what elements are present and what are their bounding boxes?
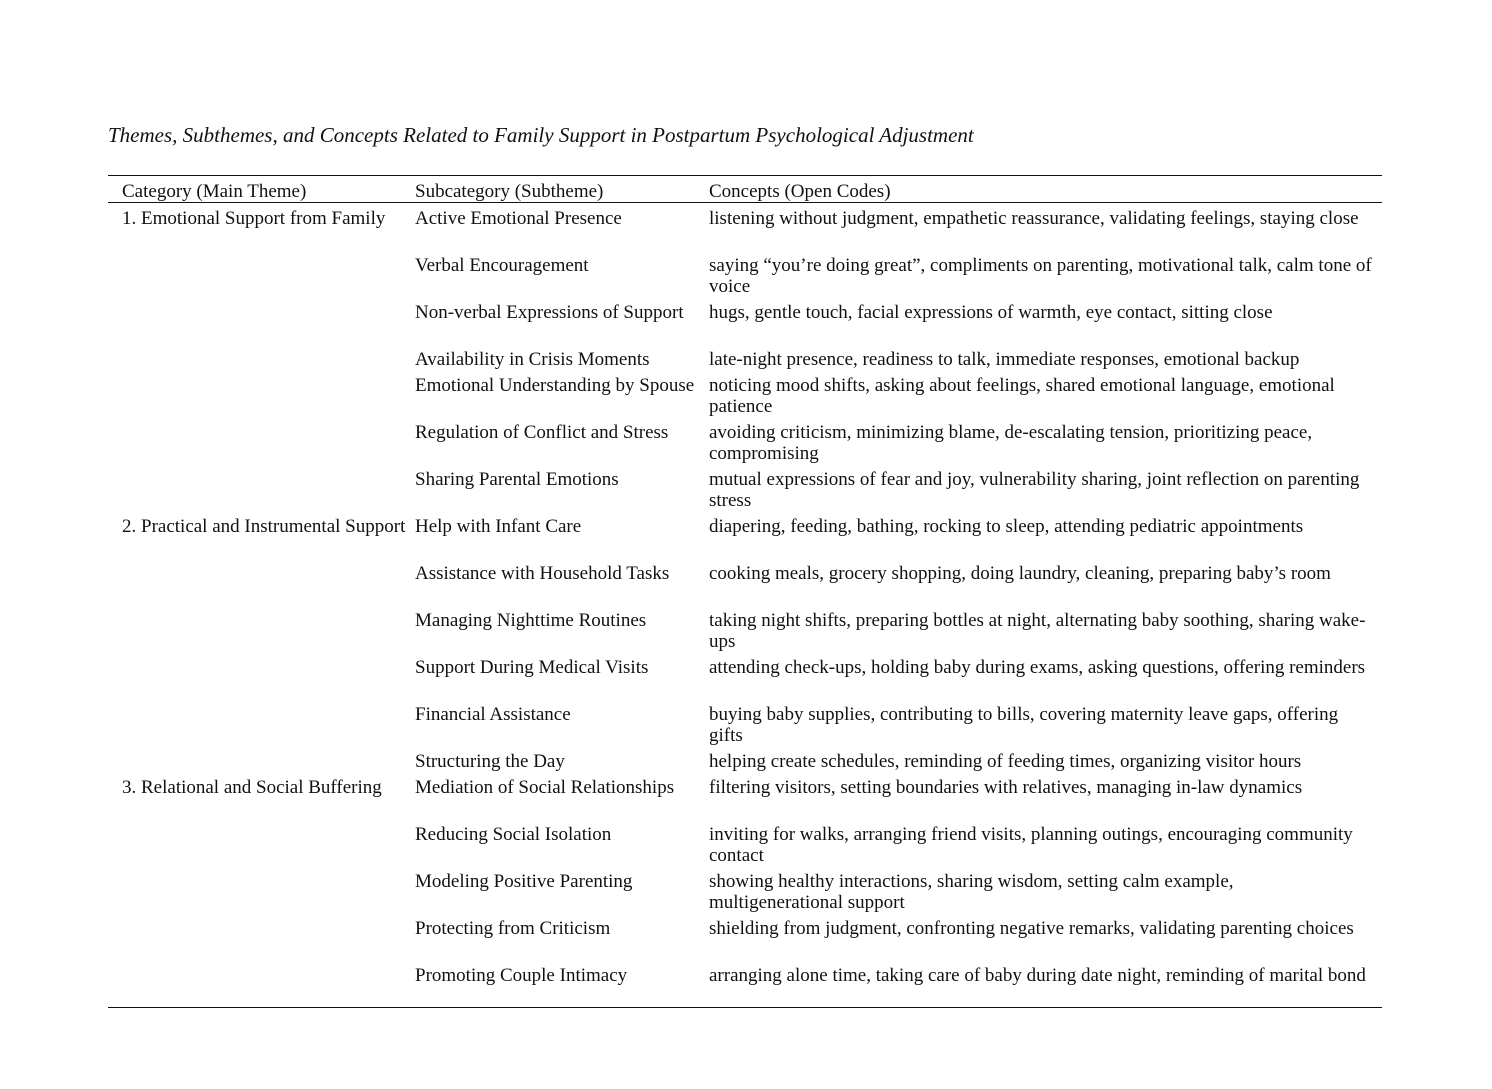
- concepts-cell: saying “you’re doing great”, compliments on parenting, motivational talk, calm tone of voice: [709, 255, 1372, 297]
- category-cell: [108, 700, 415, 747]
- table-row: [108, 418, 1382, 465]
- themes-table-container: [108, 175, 1382, 1008]
- table-row: [108, 820, 1382, 867]
- header-subcategory: Subcategory (Subtheme): [415, 181, 604, 202]
- category-cell: 2. Practical and Instrumental Support: [122, 516, 406, 537]
- table-row: [108, 203, 1382, 252]
- subcategory-cell: Non-verbal Expressions of Support: [415, 302, 684, 323]
- subcategory-cell: Assistance with Household Tasks: [415, 563, 670, 584]
- table-row: [108, 747, 1382, 773]
- concepts-cell: showing healthy interactions, sharing wisdom, setting calm example, multigenerational support: [709, 871, 1234, 913]
- header-category: Category (Main Theme): [122, 181, 307, 202]
- concepts-cell: arranging alone time, taking care of baby during date night, reminding of marital bond: [709, 965, 1366, 986]
- table-row: [108, 371, 1382, 418]
- themes-table: [108, 175, 1382, 1008]
- table-body: [108, 203, 1382, 1008]
- concepts-cell: inviting for walks, arranging friend visits, planning outings, encouraging community contact: [709, 824, 1353, 866]
- table-row: [108, 961, 1382, 1008]
- subcategory-cell: Availability in Crisis Moments: [415, 349, 650, 370]
- table-row: [108, 914, 1382, 961]
- table-row: [108, 512, 1382, 559]
- header-concepts: Concepts (Open Codes): [709, 181, 891, 202]
- subcategory-cell: Regulation of Conflict and Stress: [415, 422, 669, 443]
- table-row: [108, 606, 1382, 653]
- subcategory-cell: Structuring the Day: [415, 751, 565, 772]
- table-row: [108, 345, 1382, 371]
- category-cell: [108, 653, 415, 700]
- subcategory-cell: Emotional Understanding by Spouse: [415, 375, 695, 396]
- category-cell: 3. Relational and Social Buffering: [122, 777, 382, 798]
- table-caption: Themes, Subthemes, and Concepts Related to Family Support in Postpartum Psychological Adjustment: [108, 123, 974, 147]
- concepts-cell: mutual expressions of fear and joy, vulnerability sharing, joint reflection on parenting stress: [709, 469, 1360, 511]
- category-cell: 1. Emotional Support from Family: [122, 208, 386, 229]
- table-row: [108, 298, 1382, 345]
- category-cell: [108, 345, 415, 371]
- category-cell: [108, 251, 415, 298]
- table-header: [108, 176, 1382, 203]
- category-cell: [108, 559, 415, 606]
- subcategory-cell: Financial Assistance: [415, 704, 571, 725]
- concepts-cell: listening without judgment, empathetic reassurance, validating feelings, staying close: [709, 208, 1359, 229]
- subcategory-cell: Mediation of Social Relationships: [415, 777, 675, 798]
- subcategory-cell: Modeling Positive Parenting: [415, 871, 633, 892]
- concepts-cell: noticing mood shifts, asking about feelings, shared emotional language, emotional patience: [709, 375, 1335, 417]
- category-cell: [108, 961, 415, 1008]
- concepts-cell: diapering, feeding, bathing, rocking to sleep, attending pediatric appointments: [709, 516, 1304, 537]
- category-cell: [108, 914, 415, 961]
- category-cell: [108, 371, 415, 418]
- category-cell: [108, 465, 415, 512]
- concepts-cell: hugs, gentle touch, facial expressions of warmth, eye contact, sitting close: [709, 302, 1273, 323]
- subcategory-cell: Protecting from Criticism: [415, 918, 611, 939]
- category-cell: [108, 867, 415, 914]
- concepts-cell: attending check-ups, holding baby during exams, asking questions, offering reminders: [709, 657, 1366, 678]
- subcategory-cell: Sharing Parental Emotions: [415, 469, 619, 490]
- concepts-cell: cooking meals, grocery shopping, doing laundry, cleaning, preparing baby’s room: [709, 563, 1331, 584]
- concepts-cell: late-night presence, readiness to talk, immediate responses, emotional backup: [709, 349, 1300, 370]
- table-row: [108, 251, 1382, 298]
- concepts-cell: buying baby supplies, contributing to bills, covering maternity leave gaps, offering gifts: [709, 704, 1339, 746]
- table-row: [108, 465, 1382, 512]
- table-row: [108, 653, 1382, 700]
- category-cell: [108, 298, 415, 345]
- category-cell: [108, 820, 415, 867]
- concepts-cell: filtering visitors, setting boundaries with relatives, managing in-law dynamics: [709, 777, 1303, 798]
- subcategory-cell: Promoting Couple Intimacy: [415, 965, 628, 986]
- category-cell: [108, 606, 415, 653]
- subcategory-cell: Support During Medical Visits: [415, 657, 649, 678]
- subcategory-cell: Verbal Encouragement: [415, 255, 589, 276]
- category-cell: [108, 747, 415, 773]
- table-row: [108, 867, 1382, 914]
- concepts-cell: shielding from judgment, confronting negative remarks, validating parenting choices: [709, 918, 1354, 939]
- subcategory-cell: Managing Nighttime Routines: [415, 610, 647, 631]
- table-row: [108, 700, 1382, 747]
- table-row: [108, 559, 1382, 606]
- table-row: [108, 773, 1382, 820]
- header-row: [108, 176, 1382, 203]
- concepts-cell: helping create schedules, reminding of feeding times, organizing visitor hours: [709, 751, 1302, 772]
- subcategory-cell: Active Emotional Presence: [415, 208, 622, 229]
- concepts-cell: avoiding criticism, minimizing blame, de-escalating tension, prioritizing peace, compromising: [709, 422, 1313, 464]
- subcategory-cell: Help with Infant Care: [415, 516, 582, 537]
- concepts-cell: taking night shifts, preparing bottles at night, alternating baby soothing, sharing wake-ups: [709, 610, 1366, 652]
- subcategory-cell: Reducing Social Isolation: [415, 824, 612, 845]
- category-cell: [108, 418, 415, 465]
